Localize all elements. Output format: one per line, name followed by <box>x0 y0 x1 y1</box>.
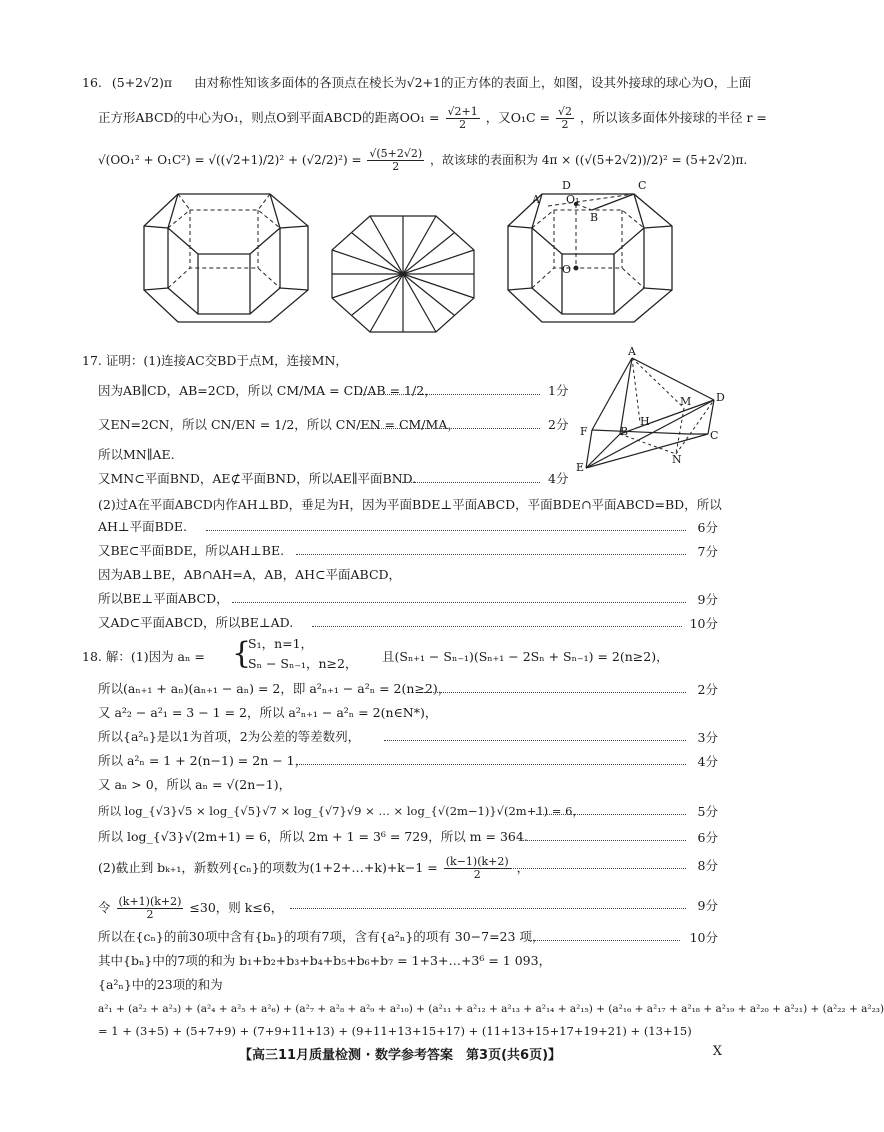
q18-text10b: ≤30，则 k≤6， <box>189 900 284 915</box>
q16-answer: (5+2√2)π <box>111 75 173 90</box>
q18-line14: a²₁ + (a²₂ + a²₃) + (a²₄ + a²₅ + a²₆) + (a²₇ + a²₈ + a²₉ + a²₁₀) + (a²₁₁ + a²₁₂ + a²₁₃ + a²₁₄ + a²₁₅) + (a²₁₆ + a²₁₇ + a²₁₈ + a²₁₉ + a²₂₀ + a²₂₁) + (a²₂₂ + a²₂₃) <box>98 1003 884 1015</box>
q17-score9: 9分 <box>697 592 718 607</box>
q18-line3: 又 a²₂ − a²₁ = 3 − 1 = 2，所以 a²ₙ₊₁ − a²ₙ = 2(n∈N*)， <box>98 705 438 720</box>
q18-line11: 所以在{cₙ}的前30项中含有{bₙ}的项有7项，含有{a²ₙ}的项有 30−7=23 项， <box>98 929 545 944</box>
dot-leader <box>520 840 686 841</box>
q17-line5: 又MN⊂平面BND，AE⊄平面BND，所以AE∥平面BND. <box>98 471 417 486</box>
q18-text1b: 且(Sₙ₊₁ − Sₙ₋₁)(Sₙ₊₁ − 2Sₙ + Sₙ₋₁) = 2(n≥2)， <box>382 649 669 664</box>
q16-text2c: ，所以该多面体外接球的半径 r = <box>580 110 767 125</box>
pyr-label-m: M <box>680 395 692 408</box>
pyr-label-a: A <box>628 345 636 358</box>
polyhedron-figure-1 <box>138 188 313 328</box>
q18-line15: = 1 + (3+5) + (5+7+9) + (7+9+11+13) + (9+11+13+15+17) + (11+13+15+17+19+21) + (13+15) <box>98 1024 692 1038</box>
fig3-label-o: O <box>562 263 572 276</box>
q18-text9a: (2)截止到 bₖ₊₁，新数列{cₙ}的项数为(1+2+…+k)+k−1 = <box>98 860 438 875</box>
q18-score3: 3分 <box>697 730 718 745</box>
q16-text3b: ，故该球的表面积为 4π × ((√(5+2√2))/2)² = (5+2√2)π. <box>430 153 748 167</box>
q17-label: 17. <box>82 353 102 368</box>
q17-line6: (2)过A在平面ABCD内作AH⊥BD，垂足为H，因为平面BDE⊥平面ABCD，平面BDE∩平面ABCD=BD，所以 <box>98 497 722 512</box>
fig3-label-a: A <box>532 193 540 206</box>
q18-text9b: ， <box>516 860 530 875</box>
dot-leader <box>290 908 686 909</box>
q16-frac-oo1: $\frac{√2+1}{2}$ <box>447 105 478 131</box>
q18-label: 18. <box>82 649 102 664</box>
dot-leader <box>536 814 686 815</box>
q17-score6: 6分 <box>697 520 718 535</box>
pyr-label-n: N <box>672 453 682 466</box>
q17-line3: 又EN=2CN，所以 CN/EN = 1/2，所以 CN/EN = CM/MA， <box>98 417 460 432</box>
q17-score4: 4分 <box>548 471 569 486</box>
pyr-label-e: E <box>576 461 585 474</box>
q18-case2: Sₙ − Sₙ₋₁，n≥2， <box>248 656 358 671</box>
q17-line1 <box>82 352 348 370</box>
pyr-label-c: C <box>710 429 719 442</box>
q17-line10: 所以BE⊥平面ABCD， <box>98 591 229 606</box>
q18-brace: { <box>232 636 252 671</box>
q18-line4: 所以{a²ₙ}是以1为首项，2为公差的等差数列， <box>98 729 361 744</box>
pyr-label-f: F <box>580 425 588 438</box>
q18-text10a: 令 <box>98 900 111 915</box>
page-footer: 【高三11月质量检测 · 数学参考答案 第3页(共6页)】 <box>238 1048 562 1063</box>
q16-label: 16. <box>82 75 102 90</box>
dot-leader <box>528 940 680 941</box>
q17-line11: 又AD⊂平面ABCD，所以BE⊥AD. <box>98 615 294 630</box>
q17-line7: AH⊥平面BDE. <box>98 519 187 534</box>
q18-line1 <box>82 648 205 666</box>
pyramid-figure <box>576 345 726 476</box>
q18-line9 <box>98 856 529 881</box>
fig3-label-o1: O₁ <box>566 193 580 206</box>
q17-line4: 所以MN∥AE. <box>98 447 175 462</box>
q18-score10: 10分 <box>689 930 718 945</box>
q18-line12: 其中{bₙ}中的7项的和为 b₁+b₂+b₃+b₄+b₅+b₆+b₇ = 1+3+…+3⁶ = 1 093， <box>98 953 552 968</box>
q18-score2: 2分 <box>697 682 718 697</box>
q16-line2 <box>98 106 767 131</box>
dot-leader <box>296 764 686 765</box>
dot-leader <box>360 428 540 429</box>
pyr-label-d: D <box>716 391 725 404</box>
version-mark: X <box>712 1044 722 1059</box>
q18-case1: S₁，n=1， <box>248 636 314 651</box>
q18-score4: 4分 <box>697 754 718 769</box>
dot-leader <box>500 868 686 869</box>
polyhedron-figure-3 <box>500 179 680 328</box>
q18-line6: 又 aₙ > 0，所以 aₙ = √(2n−1)， <box>98 777 292 792</box>
q18-score9: 9分 <box>697 898 718 913</box>
fig3-label-c: C <box>638 179 647 192</box>
dot-leader <box>384 740 686 741</box>
dot-leader <box>360 394 540 395</box>
dot-leader <box>296 554 686 555</box>
q16-line3 <box>98 148 747 173</box>
polyhedron-figure-2 <box>330 214 476 334</box>
q17-score1: 1分 <box>548 383 569 398</box>
q16-text3a: √(OO₁² + O₁C²) = √((√2+1)/2)² + (√2/2)²) = <box>98 153 362 167</box>
q16-text2b: ，又O₁C = <box>485 110 551 125</box>
q18-text1a: 解：(1)因为 aₙ = <box>105 649 205 664</box>
q18-score5: 5分 <box>697 804 718 819</box>
q17-line8: 又BE⊂平面BDE，所以AH⊥BE. <box>98 543 285 558</box>
dot-leader <box>424 692 686 693</box>
q18-line7: 所以 log_{√3}√5 × log_{√5}√7 × log_{√7}√9 × … × log_{√(2m−1)}√(2m+1) = 6， <box>98 804 584 818</box>
q18-line8: 所以 log_{√3}√(2m+1) = 6，所以 2m + 1 = 3⁶ = 729，所以 m = 364. <box>98 829 528 844</box>
q17-score7: 7分 <box>697 544 718 559</box>
q18-line2: 所以(aₙ₊₁ + aₙ)(aₙ₊₁ − aₙ) = 2，即 a²ₙ₊₁ − a²ₙ = 2(n≥2)， <box>98 681 451 696</box>
q18-line13: {a²ₙ}中的23项的和为 <box>98 977 223 992</box>
q17-score2: 2分 <box>548 417 569 432</box>
q16-frac-o1c: $\frac{√2}{2}$ <box>558 105 573 131</box>
q18-frac9: $\frac{(k-1)(k+2)}{2}$ <box>445 855 509 881</box>
q16-frac-r: $\frac{√(5+2√2)}{2}$ <box>369 147 423 173</box>
q17-text1: 证明：(1)连接AC交BD于点M，连接MN， <box>105 353 348 368</box>
dot-leader <box>312 626 682 627</box>
q16-text2a: 正方形ABCD的中心为O₁，则点O到平面ABCD的距离OO₁ = <box>98 110 440 125</box>
dot-leader <box>402 482 540 483</box>
q18-line10 <box>98 896 283 921</box>
q18-line5: 所以 a²ₙ = 1 + 2(n−1) = 2n − 1， <box>98 753 308 768</box>
q18-frac10: $\frac{(k+1)(k+2)}{2}$ <box>118 895 182 921</box>
q18-score8: 8分 <box>697 858 718 873</box>
q17-line2: 因为AB∥CD，AB=2CD，所以 CM/MA = CD/AB = 1/2， <box>98 383 437 398</box>
pyr-label-b: B <box>620 425 629 438</box>
q16-line1 <box>82 74 751 92</box>
dot-leader <box>232 602 686 603</box>
q18-score6: 6分 <box>697 830 718 845</box>
q17-score10: 10分 <box>689 616 718 631</box>
q17-line9: 因为AB⊥BE，AB∩AH=A，AB，AH⊂平面ABCD， <box>98 567 402 582</box>
fig3-label-d: D <box>562 179 571 192</box>
q16-text1: 由对称性知该多面体的各顶点在棱长为√2+1的正方体的表面上，如图，设其外接球的球心为O，上面 <box>194 75 752 90</box>
dot-leader <box>206 530 686 531</box>
fig3-label-b: B <box>590 211 599 224</box>
pyr-label-h: H <box>640 415 650 428</box>
